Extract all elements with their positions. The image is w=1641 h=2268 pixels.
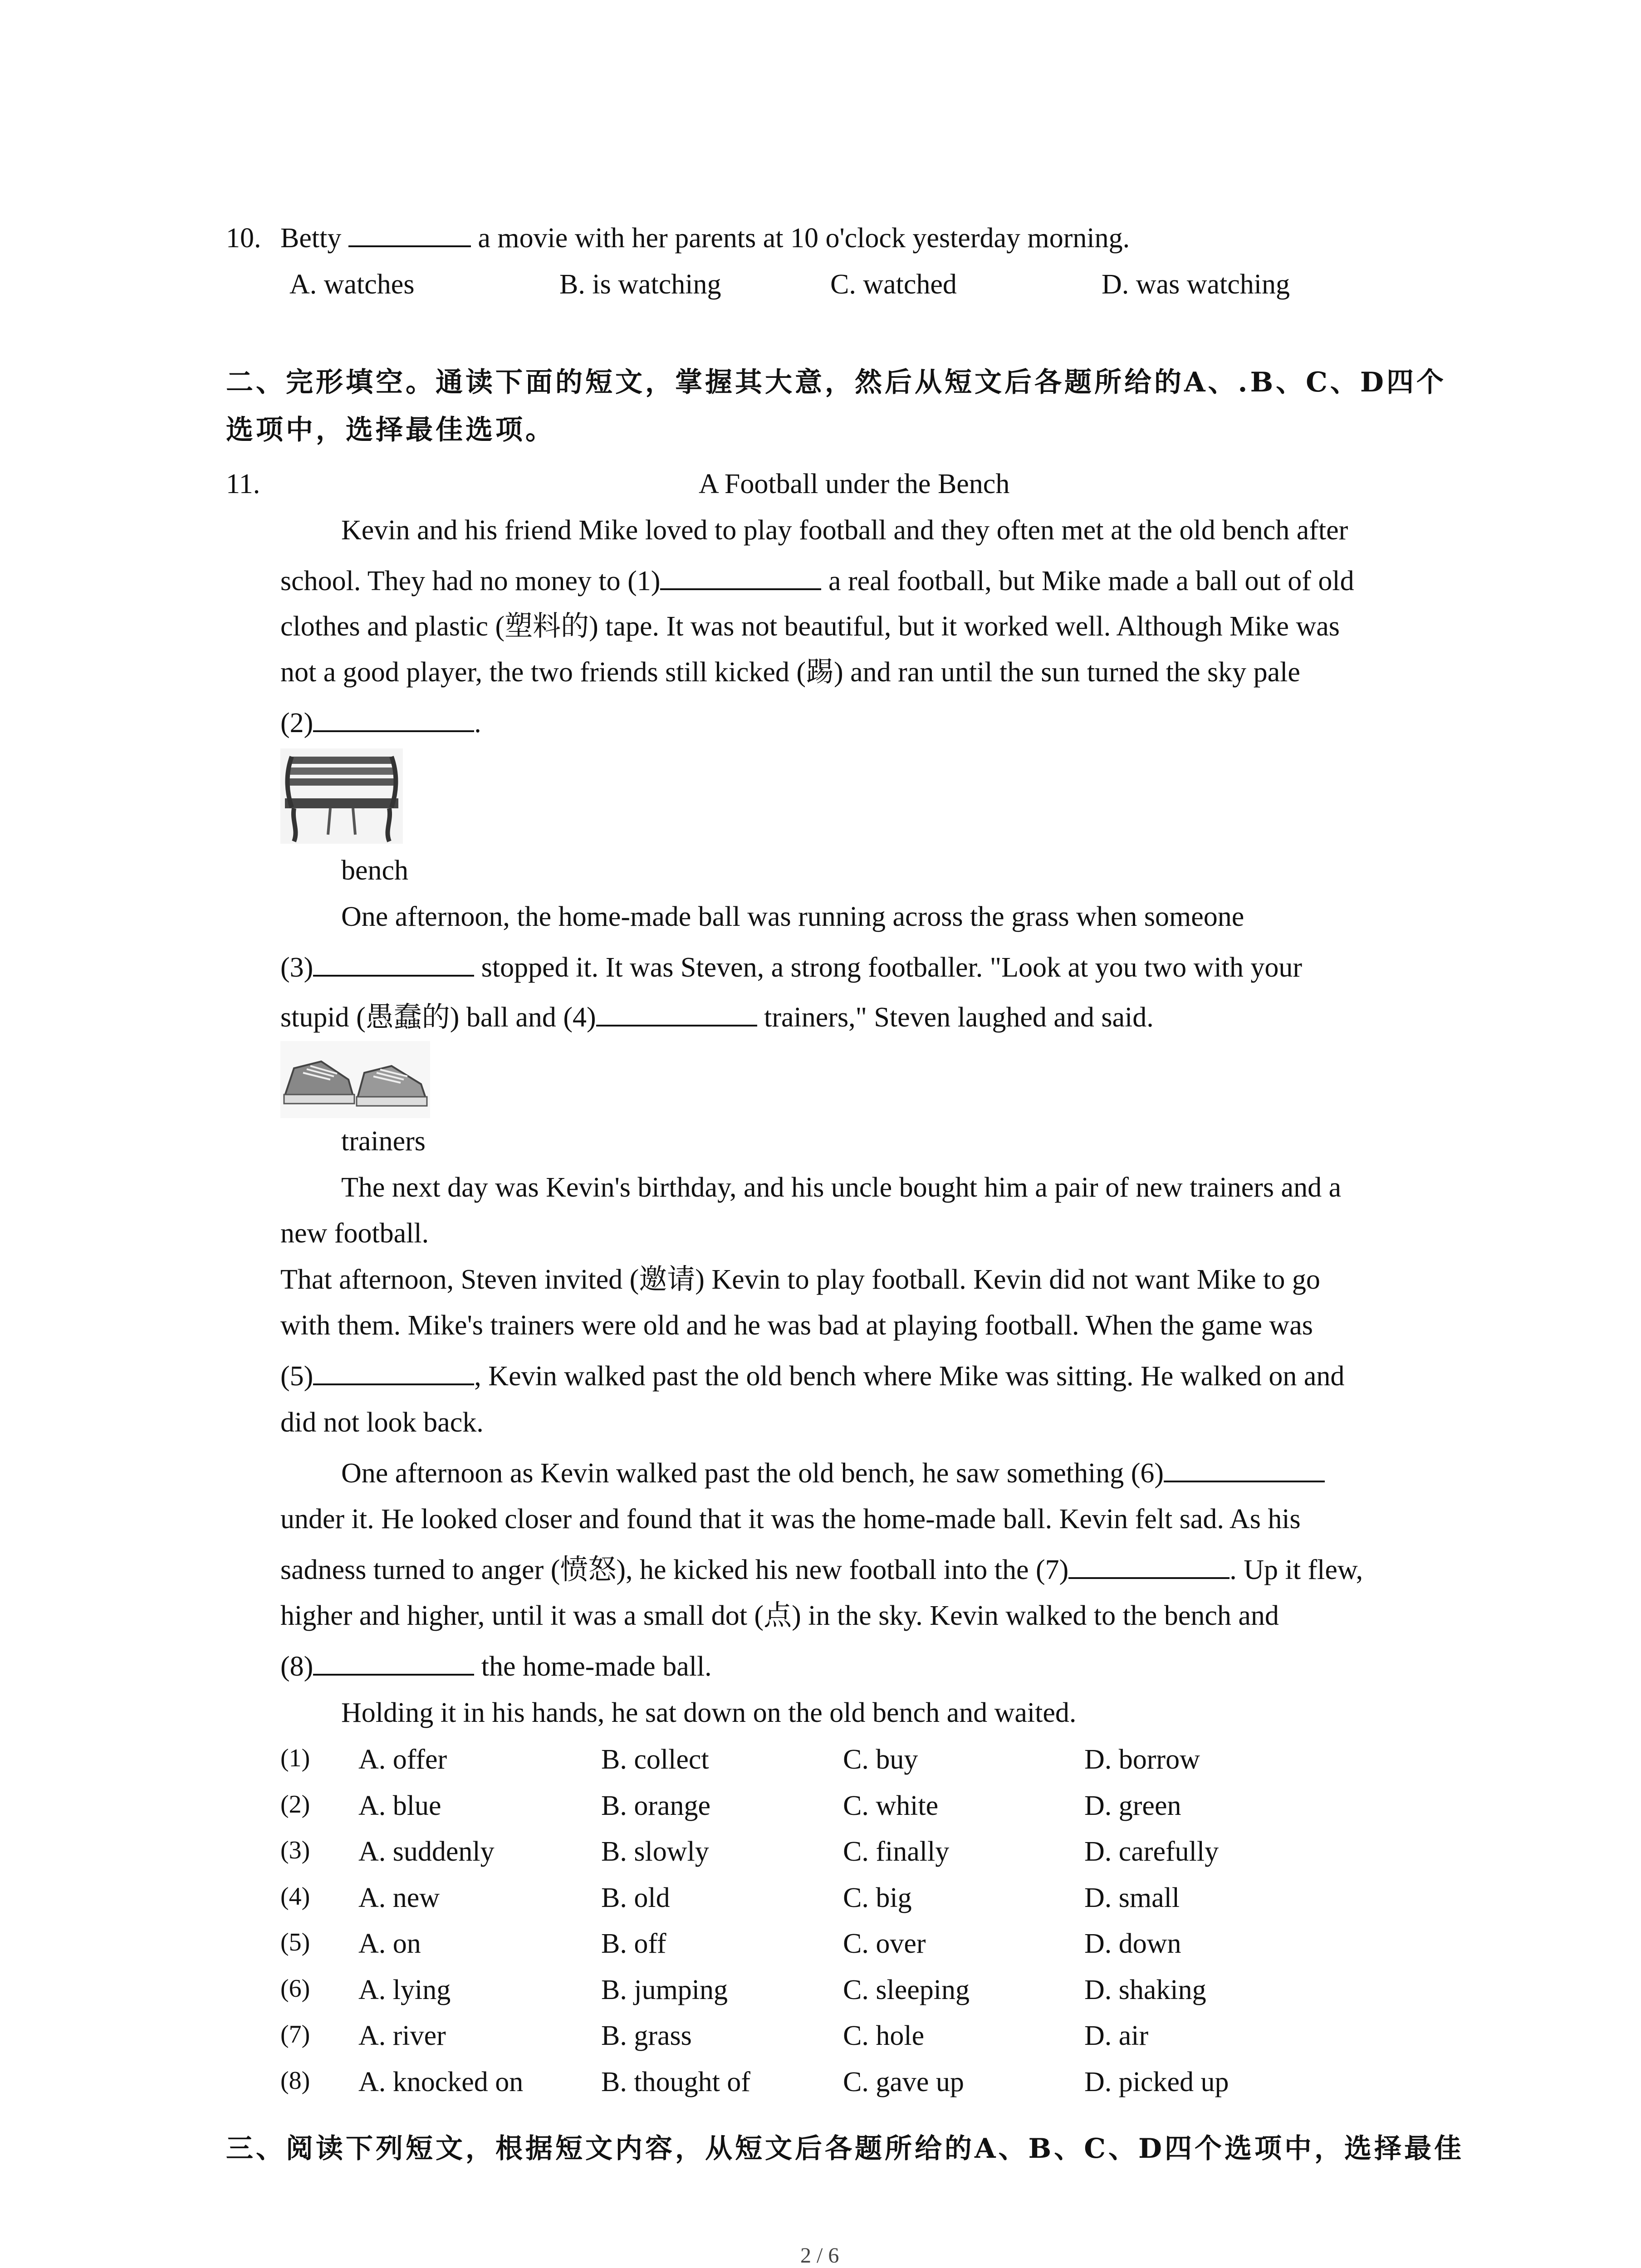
p2-line1: One afternoon, the home-made ball was running across the grass when someone xyxy=(341,901,1244,932)
section2-heading-line1: 二、完形填空。通读下面的短文，掌握其大意，然后从短文后各题所给的A、.B、C、D四个 xyxy=(226,367,1446,398)
p3-line1: The next day was Kevin's birthday, and his uncle bought him a pair of new trainers and a xyxy=(341,1172,1342,1203)
choice-b: B. orange xyxy=(601,1790,711,1821)
choice-c: C. over xyxy=(843,1928,926,1959)
choice-d: D. green xyxy=(1084,1790,1181,1821)
choice-b: B. grass xyxy=(601,2020,692,2051)
choice-number: (7) xyxy=(280,2020,310,2048)
q10-blank xyxy=(348,245,471,247)
choice-b: B. slowly xyxy=(601,1836,709,1867)
choice-number: (4) xyxy=(280,1882,310,1911)
p5-line3: sadness turned to anger (愤怒), he kicked his new football into the (7) . Up it flew, xyxy=(280,1554,1363,1585)
blank-7 xyxy=(1068,1577,1230,1579)
choice-b: B. thought of xyxy=(601,2067,750,2097)
section3-heading-line1: 三、阅读下列短文，根据短文内容，从短文后各题所给的A、B、C、D四个选项中，选择最佳 xyxy=(226,2133,1465,2165)
p1-line3: clothes and plastic (塑料的) tape. It was not beautiful, but it worked well. Although Mike was xyxy=(280,611,1340,642)
choice-a: A. offer xyxy=(358,1744,447,1775)
p1-line1: Kevin and his friend Mike loved to play football and they often met at the old bench after xyxy=(341,515,1348,546)
choice-d: D. small xyxy=(1084,1882,1180,1913)
blank-4 xyxy=(596,1025,757,1026)
choice-number: (2) xyxy=(280,1790,310,1818)
q10-stem: Betty a movie with her parents at 10 o'clock yesterday morning. xyxy=(280,223,1130,254)
p4-line2: with them. Mike's trainers were old and he was bad at playing football. When the game was xyxy=(280,1310,1313,1341)
choice-c: C. sleeping xyxy=(843,1975,970,2005)
passage-title: A Football under the Bench xyxy=(699,469,1010,499)
choice-c: C. big xyxy=(843,1882,912,1913)
choice-number: (8) xyxy=(280,2067,310,2095)
choice-a: A. new xyxy=(358,1882,440,1913)
blank-8 xyxy=(313,1674,474,1676)
p4-line1: That afternoon, Steven invited (邀请) Kevin to play football. Kevin did not want Mike to go xyxy=(280,1264,1320,1295)
p6-line1: Holding it in his hands, he sat down on the old bench and waited. xyxy=(341,1697,1077,1728)
p5-line4: higher and higher, until it was a small dot (点) in the sky. Kevin walked to the bench and xyxy=(280,1600,1279,1631)
choice-number: (1) xyxy=(280,1744,310,1772)
passage-number: 11. xyxy=(226,469,260,499)
p1-line4: not a good player, the two friends still kicked (踢) and ran until the sun turned the sky pale xyxy=(280,657,1300,688)
bench-image xyxy=(280,748,403,844)
p1-line2: school. They had no money to (1) a real football, but Mike made a ball out of old xyxy=(280,566,1354,596)
choice-d: D. air xyxy=(1084,2020,1149,2051)
choice-b: B. off xyxy=(601,1928,666,1959)
p3-line2: new football. xyxy=(280,1218,429,1249)
trainers-caption: trainers xyxy=(341,1126,426,1157)
blank-3 xyxy=(313,975,474,977)
choice-number: (5) xyxy=(280,1928,310,1956)
blank-1 xyxy=(660,588,821,590)
choice-c: C. finally xyxy=(843,1836,950,1867)
choice-d: D. shaking xyxy=(1084,1975,1206,2005)
choice-a: A. blue xyxy=(358,1790,441,1821)
q10-option-c: C. watched xyxy=(830,269,957,300)
q10-option-b: B. is watching xyxy=(559,269,721,300)
choice-a: A. lying xyxy=(358,1975,451,2005)
p1-line5: (2) . xyxy=(280,708,481,738)
choice-number: (3) xyxy=(280,1836,310,1864)
q10-option-a: A. watches xyxy=(289,269,415,300)
p5-line2: under it. He looked closer and found that it was the home-made ball. Kevin felt sad. As his xyxy=(280,1504,1301,1535)
choice-c: C. hole xyxy=(843,2020,925,2051)
blank-5 xyxy=(313,1383,474,1385)
bench-caption: bench xyxy=(341,855,409,886)
p5-line5: (8) the home-made ball. xyxy=(280,1651,712,1682)
choice-a: A. river xyxy=(358,2020,446,2051)
trainers-image xyxy=(280,1041,430,1118)
choice-d: D. borrow xyxy=(1084,1744,1200,1775)
blank-2 xyxy=(313,730,474,732)
choice-b: B. collect xyxy=(601,1744,709,1775)
choice-b: B. jumping xyxy=(601,1975,728,2005)
section2-heading-line2: 选项中，选择最佳选项。 xyxy=(226,414,555,446)
p2-line3: stupid (愚蠢的) ball and (4) trainers," Steven laughed and said. xyxy=(280,1002,1154,1033)
choice-c: C. gave up xyxy=(843,2067,964,2097)
p2-line2: (3) stopped it. It was Steven, a strong footballer. "Look at you two with your xyxy=(280,952,1303,983)
choice-c: C. white xyxy=(843,1790,939,1821)
p4-line4: did not look back. xyxy=(280,1407,484,1438)
blank-6 xyxy=(1164,1481,1325,1482)
q10-option-d: D. was watching xyxy=(1102,269,1290,300)
choice-c: C. buy xyxy=(843,1744,918,1775)
choice-a: A. suddenly xyxy=(358,1836,495,1867)
choice-d: D. picked up xyxy=(1084,2067,1229,2097)
p5-line1: One afternoon as Kevin walked past the old bench, he saw something (6) xyxy=(341,1459,1325,1487)
choice-b: B. old xyxy=(601,1882,670,1913)
choice-d: D. carefully xyxy=(1084,1836,1219,1867)
p4-line3: (5) , Kevin walked past the old bench where Mike was sitting. He walked on and xyxy=(280,1361,1345,1392)
choice-d: D. down xyxy=(1084,1928,1181,1959)
page-number: 2 / 6 xyxy=(800,2244,839,2268)
choice-a: A. on xyxy=(358,1928,421,1959)
choice-number: (6) xyxy=(280,1975,310,2003)
choice-a: A. knocked on xyxy=(358,2067,524,2097)
q10-number: 10. xyxy=(226,223,261,254)
